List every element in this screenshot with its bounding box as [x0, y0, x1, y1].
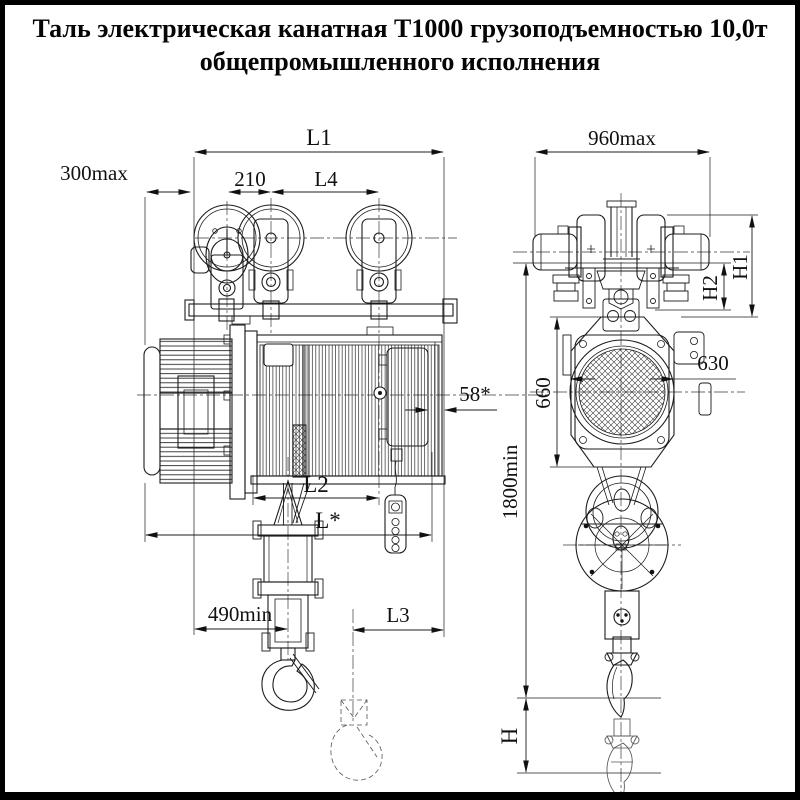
dim-210: 210	[234, 167, 266, 191]
hook-front-phantom	[331, 700, 382, 780]
hook-side-lower	[605, 719, 639, 792]
hook-block-side	[576, 476, 668, 639]
dim-300max: 300max	[60, 161, 128, 185]
dim-lstar: L*	[315, 508, 341, 533]
technical-drawing	[5, 5, 795, 792]
dim-630: 630	[697, 351, 729, 375]
hoist-body-side	[563, 317, 711, 467]
dim-490min: 490min	[207, 602, 273, 626]
dim-l1: L1	[306, 125, 332, 150]
hook-front	[262, 648, 319, 710]
dim-l4: L4	[314, 167, 338, 191]
hook-side-upper	[605, 637, 639, 717]
side-extension-lines	[513, 157, 758, 773]
hoist-motor	[144, 339, 232, 483]
rope-drum	[251, 327, 445, 484]
side-view-drawing	[497, 126, 758, 792]
dim-h2: H2	[698, 275, 722, 301]
dim-660: 660	[531, 377, 555, 409]
side-dimensions	[526, 152, 752, 772]
title-line-1: Таль электрическая канатная Т1000 грузоподъемностью 10,0т	[32, 14, 768, 43]
trolley-traverse-bar	[185, 299, 457, 324]
title-line-2: общепромышленного исполнения	[199, 46, 601, 76]
dim-58: 58*	[459, 382, 491, 406]
dim-l2: L2	[303, 472, 329, 497]
dim-960max: 960max	[588, 126, 656, 150]
front-view-drawing	[60, 125, 550, 780]
dim-l3: L3	[386, 603, 410, 627]
dim-h1: H1	[728, 254, 752, 280]
dim-1800min: 1800min	[498, 444, 522, 520]
trolley-wheel-drive	[191, 205, 260, 309]
dim-h: H	[497, 727, 522, 745]
